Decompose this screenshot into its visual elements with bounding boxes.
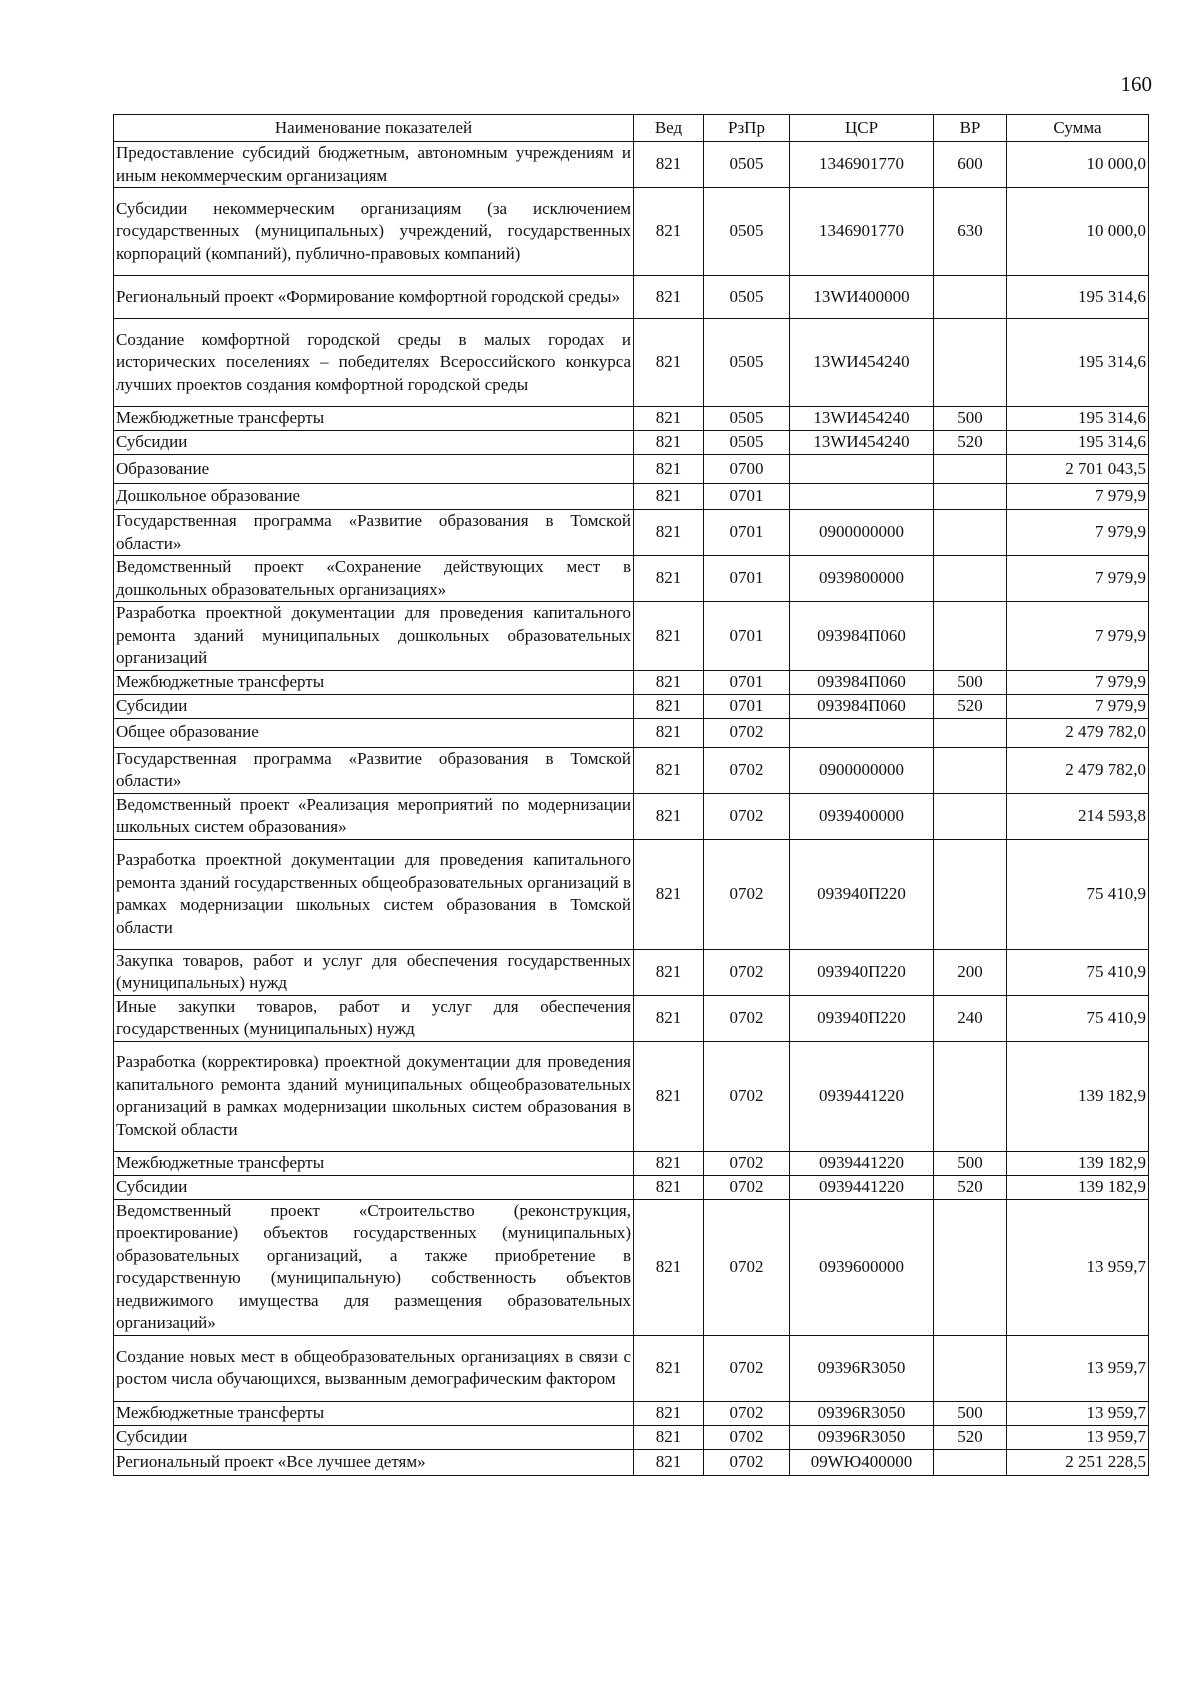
row-rzpr: 0700 <box>704 455 790 484</box>
row-csr: 09WЮ400000 <box>790 1449 934 1475</box>
row-csr: 09396R3050 <box>790 1401 934 1425</box>
row-vr <box>934 718 1007 747</box>
table-row <box>114 407 1149 431</box>
row-sum: 7 979,9 <box>1007 670 1149 694</box>
row-sum: 2 479 782,0 <box>1007 718 1149 747</box>
row-vr: 200 <box>934 949 1007 995</box>
row-name: Субсидии некоммерческим организациям (за исключением государственных (муниципальных) учреждений, государственных корпораций (компаний), публично-правовых компаний) <box>114 188 634 276</box>
row-sum: 139 182,9 <box>1007 1151 1149 1175</box>
row-csr: 093984П060 <box>790 670 934 694</box>
table-row <box>114 1199 1149 1335</box>
budget-table <box>113 114 1149 1476</box>
row-vr <box>934 839 1007 949</box>
row-name: Региональный проект «Все лучшее детям» <box>114 1449 634 1475</box>
table-header-row <box>114 115 1149 142</box>
row-rzpr: 0702 <box>704 1175 790 1199</box>
row-name: Государственная программа «Развитие образования в Томской области» <box>114 747 634 793</box>
row-sum: 139 182,9 <box>1007 1041 1149 1151</box>
row-sum: 75 410,9 <box>1007 839 1149 949</box>
table-row <box>114 602 1149 671</box>
row-name: Государственная программа «Развитие образования в Томской области» <box>114 510 634 556</box>
row-csr: 0939441220 <box>790 1175 934 1199</box>
row-rzpr: 0702 <box>704 1425 790 1449</box>
row-rzpr: 0702 <box>704 949 790 995</box>
table-row <box>114 839 1149 949</box>
row-csr: 0939441220 <box>790 1041 934 1151</box>
row-ved: 821 <box>634 319 704 407</box>
table-row <box>114 1175 1149 1199</box>
row-csr: 093984П060 <box>790 694 934 718</box>
table-row <box>114 1449 1149 1475</box>
row-sum: 2 701 043,5 <box>1007 455 1149 484</box>
row-csr: 13WИ454240 <box>790 431 934 455</box>
row-ved: 821 <box>634 1401 704 1425</box>
row-csr: 0900000000 <box>790 747 934 793</box>
row-csr: 093984П060 <box>790 602 934 671</box>
row-rzpr: 0702 <box>704 839 790 949</box>
row-name: Ведомственный проект «Строительство (реконструкция, проектирование) объектов государственных (муниципальных) образовательных организаций, а также приобретение в государственную (муниципальную) собственность объектов недвижимого имущества для размещения образовательных организаций» <box>114 1199 634 1335</box>
row-ved: 821 <box>634 142 704 188</box>
row-csr <box>790 718 934 747</box>
row-ved: 821 <box>634 949 704 995</box>
row-ved: 821 <box>634 431 704 455</box>
row-csr: 13WИ454240 <box>790 407 934 431</box>
header-vr: ВР <box>934 115 1007 142</box>
row-vr: 500 <box>934 670 1007 694</box>
table-row <box>114 142 1149 188</box>
row-sum: 75 410,9 <box>1007 949 1149 995</box>
table-row <box>114 718 1149 747</box>
row-ved: 821 <box>634 556 704 602</box>
row-ved: 821 <box>634 484 704 510</box>
row-vr <box>934 1199 1007 1335</box>
row-name: Субсидии <box>114 1175 634 1199</box>
header-sum: Сумма <box>1007 115 1149 142</box>
row-sum: 195 314,6 <box>1007 319 1149 407</box>
row-rzpr: 0702 <box>704 1151 790 1175</box>
row-ved: 821 <box>634 694 704 718</box>
row-vr <box>934 510 1007 556</box>
row-name: Разработка проектной документации для проведения капитального ремонта зданий муниципальных дошкольных образовательных организаций <box>114 602 634 671</box>
row-vr <box>934 1449 1007 1475</box>
row-name: Образование <box>114 455 634 484</box>
row-csr: 1346901770 <box>790 188 934 276</box>
row-name: Создание новых мест в общеобразовательных организациях в связи с ростом числа обучающихся, вызванным демографическим фактором <box>114 1335 634 1401</box>
row-ved: 821 <box>634 1175 704 1199</box>
row-name: Ведомственный проект «Реализация мероприятий по модернизации школьных систем образования» <box>114 793 634 839</box>
row-rzpr: 0702 <box>704 1041 790 1151</box>
row-sum: 7 979,9 <box>1007 694 1149 718</box>
table-row <box>114 319 1149 407</box>
header-rzpr: РзПр <box>704 115 790 142</box>
row-vr: 520 <box>934 1175 1007 1199</box>
row-vr <box>934 455 1007 484</box>
row-rzpr: 0701 <box>704 694 790 718</box>
row-sum: 75 410,9 <box>1007 995 1149 1041</box>
table-row <box>114 747 1149 793</box>
row-name: Межбюджетные трансферты <box>114 407 634 431</box>
row-rzpr: 0702 <box>704 1449 790 1475</box>
row-sum: 139 182,9 <box>1007 1175 1149 1199</box>
row-vr <box>934 1041 1007 1151</box>
row-ved: 821 <box>634 995 704 1041</box>
row-sum: 7 979,9 <box>1007 484 1149 510</box>
page-number: 160 <box>1120 72 1152 96</box>
row-name: Разработка (корректировка) проектной документации для проведения капитального ремонта зданий муниципальных общеобразовательных организаций в рамках модернизации школьных систем образования в Томской области <box>114 1041 634 1151</box>
row-ved: 821 <box>634 1335 704 1401</box>
row-csr: 0939600000 <box>790 1199 934 1335</box>
row-vr: 520 <box>934 694 1007 718</box>
row-vr: 520 <box>934 431 1007 455</box>
row-rzpr: 0505 <box>704 188 790 276</box>
row-vr <box>934 602 1007 671</box>
row-name: Межбюджетные трансферты <box>114 670 634 694</box>
table-row <box>114 1335 1149 1401</box>
row-sum: 13 959,7 <box>1007 1335 1149 1401</box>
row-vr <box>934 556 1007 602</box>
table-row <box>114 1041 1149 1151</box>
table-row <box>114 188 1149 276</box>
row-sum: 195 314,6 <box>1007 276 1149 319</box>
row-sum: 10 000,0 <box>1007 142 1149 188</box>
table-row <box>114 793 1149 839</box>
row-name: Иные закупки товаров, работ и услуг для обеспечения государственных (муниципальных) нужд <box>114 995 634 1041</box>
row-csr: 093940П220 <box>790 839 934 949</box>
row-name: Общее образование <box>114 718 634 747</box>
header-csr: ЦСР <box>790 115 934 142</box>
table-row <box>114 455 1149 484</box>
row-name: Субсидии <box>114 694 634 718</box>
row-sum: 10 000,0 <box>1007 188 1149 276</box>
row-rzpr: 0701 <box>704 602 790 671</box>
row-sum: 13 959,7 <box>1007 1425 1149 1449</box>
row-rzpr: 0505 <box>704 431 790 455</box>
row-vr: 500 <box>934 1151 1007 1175</box>
row-csr: 093940П220 <box>790 995 934 1041</box>
row-csr: 0939400000 <box>790 793 934 839</box>
row-vr <box>934 793 1007 839</box>
row-ved: 821 <box>634 188 704 276</box>
row-csr <box>790 484 934 510</box>
row-name: Субсидии <box>114 431 634 455</box>
row-rzpr: 0701 <box>704 510 790 556</box>
row-rzpr: 0702 <box>704 995 790 1041</box>
row-ved: 821 <box>634 276 704 319</box>
table-row <box>114 694 1149 718</box>
row-vr <box>934 747 1007 793</box>
row-rzpr: 0702 <box>704 1199 790 1335</box>
row-ved: 821 <box>634 839 704 949</box>
row-vr: 630 <box>934 188 1007 276</box>
row-name: Субсидии <box>114 1425 634 1449</box>
table-row <box>114 431 1149 455</box>
row-ved: 821 <box>634 793 704 839</box>
row-ved: 821 <box>634 510 704 556</box>
table-row <box>114 1401 1149 1425</box>
row-vr <box>934 319 1007 407</box>
row-rzpr: 0505 <box>704 319 790 407</box>
row-name: Региональный проект «Формирование комфортной городской среды» <box>114 276 634 319</box>
row-rzpr: 0702 <box>704 1335 790 1401</box>
row-rzpr: 0702 <box>704 1401 790 1425</box>
table-row <box>114 484 1149 510</box>
table-row <box>114 556 1149 602</box>
row-csr: 0939441220 <box>790 1151 934 1175</box>
row-csr: 1346901770 <box>790 142 934 188</box>
row-sum: 13 959,7 <box>1007 1199 1149 1335</box>
table-body <box>114 142 1149 1476</box>
row-ved: 821 <box>634 1425 704 1449</box>
table-row <box>114 276 1149 319</box>
row-csr: 0939800000 <box>790 556 934 602</box>
row-sum: 7 979,9 <box>1007 510 1149 556</box>
row-ved: 821 <box>634 1041 704 1151</box>
row-ved: 821 <box>634 747 704 793</box>
row-vr: 600 <box>934 142 1007 188</box>
row-csr: 13WИ400000 <box>790 276 934 319</box>
row-ved: 821 <box>634 718 704 747</box>
table-row <box>114 995 1149 1041</box>
row-vr <box>934 484 1007 510</box>
row-ved: 821 <box>634 1151 704 1175</box>
row-csr <box>790 455 934 484</box>
row-csr: 0900000000 <box>790 510 934 556</box>
row-ved: 821 <box>634 670 704 694</box>
row-ved: 821 <box>634 602 704 671</box>
row-name: Разработка проектной документации для проведения капитального ремонта зданий государственных общеобразовательных организаций в рамках модернизации школьных систем образования в Томской области <box>114 839 634 949</box>
row-sum: 2 251 228,5 <box>1007 1449 1149 1475</box>
row-rzpr: 0701 <box>704 670 790 694</box>
row-rzpr: 0702 <box>704 793 790 839</box>
row-ved: 821 <box>634 1449 704 1475</box>
row-sum: 13 959,7 <box>1007 1401 1149 1425</box>
row-rzpr: 0701 <box>704 556 790 602</box>
row-vr: 500 <box>934 407 1007 431</box>
row-rzpr: 0702 <box>704 747 790 793</box>
table-row <box>114 510 1149 556</box>
row-ved: 821 <box>634 1199 704 1335</box>
row-sum: 7 979,9 <box>1007 556 1149 602</box>
row-sum: 195 314,6 <box>1007 431 1149 455</box>
row-csr: 09396R3050 <box>790 1335 934 1401</box>
row-sum: 7 979,9 <box>1007 602 1149 671</box>
table-row <box>114 670 1149 694</box>
row-sum: 214 593,8 <box>1007 793 1149 839</box>
row-sum: 195 314,6 <box>1007 407 1149 431</box>
header-name: Наименование показателей <box>114 115 634 142</box>
row-name: Межбюджетные трансферты <box>114 1401 634 1425</box>
row-name: Дошкольное образование <box>114 484 634 510</box>
row-rzpr: 0701 <box>704 484 790 510</box>
table-row <box>114 1425 1149 1449</box>
row-name: Закупка товаров, работ и услуг для обеспечения государственных (муниципальных) нужд <box>114 949 634 995</box>
row-rzpr: 0505 <box>704 276 790 319</box>
row-name: Межбюджетные трансферты <box>114 1151 634 1175</box>
row-vr <box>934 1335 1007 1401</box>
table-row <box>114 949 1149 995</box>
row-vr <box>934 276 1007 319</box>
row-sum: 2 479 782,0 <box>1007 747 1149 793</box>
row-rzpr: 0702 <box>704 718 790 747</box>
row-csr: 093940П220 <box>790 949 934 995</box>
row-vr: 500 <box>934 1401 1007 1425</box>
row-ved: 821 <box>634 407 704 431</box>
header-ved: Вед <box>634 115 704 142</box>
table-row <box>114 1151 1149 1175</box>
row-rzpr: 0505 <box>704 407 790 431</box>
row-csr: 09396R3050 <box>790 1425 934 1449</box>
row-ved: 821 <box>634 455 704 484</box>
row-vr: 240 <box>934 995 1007 1041</box>
row-rzpr: 0505 <box>704 142 790 188</box>
row-name: Создание комфортной городской среды в малых городах и исторических поселениях – победителях Всероссийского конкурса лучших проектов создания комфортной городской среды <box>114 319 634 407</box>
row-name: Ведомственный проект «Сохранение действующих мест в дошкольных образовательных организациях» <box>114 556 634 602</box>
row-vr: 520 <box>934 1425 1007 1449</box>
row-csr: 13WИ454240 <box>790 319 934 407</box>
row-name: Предоставление субсидий бюджетным, автономным учреждениям и иным некоммерческим организациям <box>114 142 634 188</box>
